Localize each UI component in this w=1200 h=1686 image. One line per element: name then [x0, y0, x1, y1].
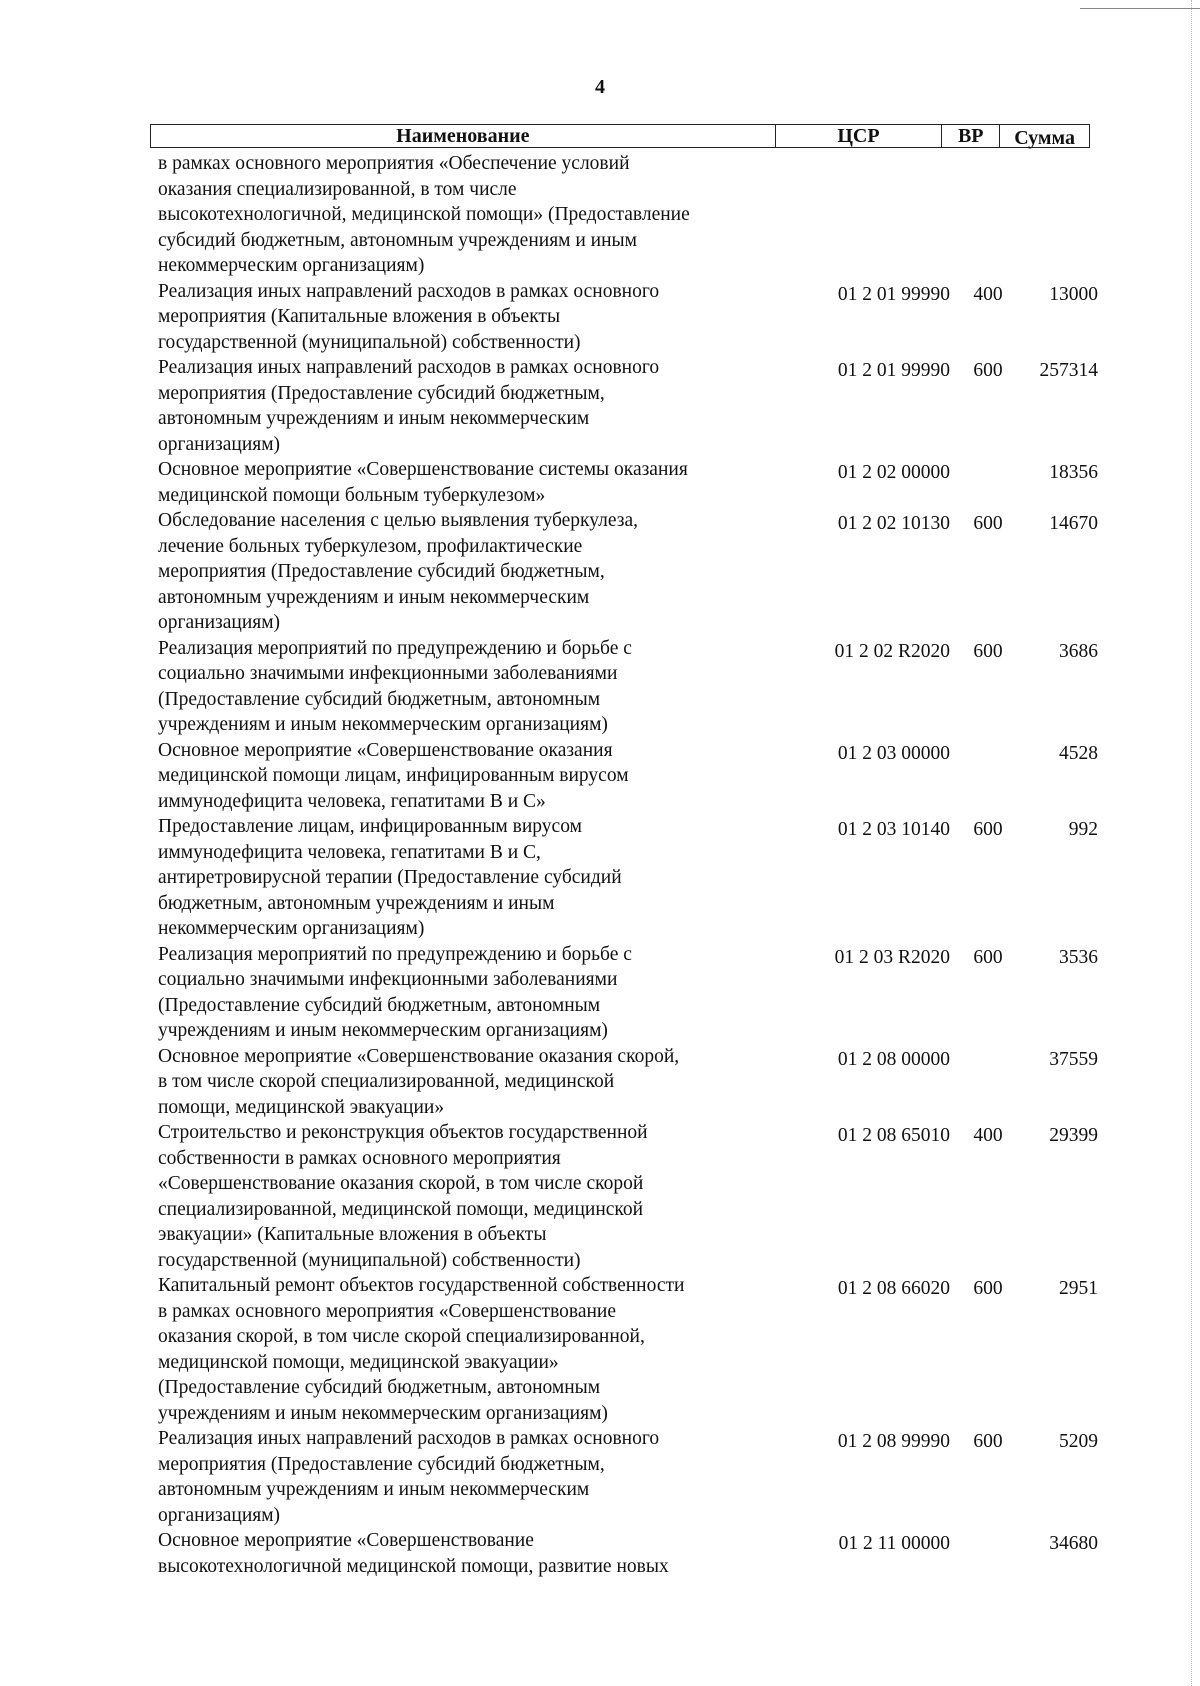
- row-csr: 01 2 08 65010: [837, 1125, 950, 1146]
- row-vr: [950, 1528, 1010, 1579]
- table-row: [158, 1426, 1108, 1528]
- row-sum: 257314: [1039, 360, 1098, 381]
- row-name: Основное мероприятие «Совершенствование оказания медицинской помощи лицам, инфицированным вирусом иммунодефицита человека, гепатитами В и С»: [158, 739, 629, 812]
- table-row: [158, 1120, 1108, 1273]
- table-row: [158, 814, 1108, 942]
- row-vr: 600: [973, 360, 1003, 381]
- row-sum: 3536: [1059, 946, 1098, 968]
- table-row: [158, 1044, 1108, 1121]
- row-vr: [950, 151, 1010, 279]
- row-vr: [950, 1044, 1010, 1121]
- row-vr: 600: [973, 1278, 1003, 1299]
- row-csr: 01 2 08 66020: [837, 1278, 950, 1299]
- row-vr: 600: [973, 946, 1003, 968]
- table-header: [150, 124, 1090, 148]
- row-csr: [778, 151, 950, 279]
- row-name: Реализация иных направлений расходов в рамках основного мероприятия (Предоставление субсидий бюджетным, автономным учреждениям и иным некоммерческим организациям): [158, 1428, 660, 1526]
- row-csr: 01 2 03 R2020: [834, 946, 950, 968]
- row-sum: 18356: [1049, 462, 1098, 483]
- table-row: [158, 355, 1108, 457]
- row-vr: 600: [973, 1431, 1003, 1452]
- header-sum: Сумма: [1014, 127, 1075, 149]
- row-csr: 01 2 02 00000: [837, 462, 950, 483]
- table-row: [158, 1528, 1108, 1579]
- row-name: Основное мероприятие «Совершенствование высокотехнологичной медицинской помощи, развитие новых: [158, 1530, 669, 1577]
- scan-mark: [1080, 8, 1200, 9]
- table-row: [158, 636, 1108, 738]
- row-sum: 29399: [1049, 1125, 1098, 1146]
- row-sum: 37559: [1049, 1048, 1098, 1070]
- row-vr: 600: [973, 819, 1003, 840]
- row-name: Капитальный ремонт объектов государственной собственности в рамках основного мероприятия «Совершенствование оказания скорой, в том числе скорой специализированной, медицинской помощи, медицинской эвакуации» (Предоставление субсидий бюджетным, автономным учреждениям и иным некоммерческим организациям): [158, 1275, 685, 1424]
- row-sum: 4528: [1059, 742, 1098, 764]
- row-name: Реализация иных направлений расходов в рамках основного мероприятия (Капитальные вложения в объекты государственной (муниципальной) собственности): [158, 280, 660, 353]
- table-row: [158, 1273, 1108, 1426]
- row-sum: 3686: [1059, 640, 1098, 662]
- row-csr: 01 2 08 99990: [837, 1431, 950, 1452]
- row-vr: 400: [973, 283, 1003, 305]
- row-sum: 5209: [1059, 1431, 1098, 1452]
- row-vr: 400: [973, 1125, 1003, 1146]
- row-name: Основное мероприятие «Совершенствование оказания скорой, в том числе скорой специализированной, медицинской помощи, медицинской эвакуации»: [158, 1045, 680, 1118]
- row-sum: 14670: [1049, 513, 1098, 534]
- row-sum: 13000: [1049, 283, 1098, 305]
- row-csr: 01 2 01 99990: [837, 360, 950, 381]
- page-number: 4: [595, 76, 605, 98]
- scan-edge: [1191, 0, 1200, 1686]
- row-vr: [950, 738, 1010, 815]
- row-csr: 01 2 02 R2020: [834, 640, 950, 662]
- row-csr: 01 2 08 00000: [837, 1048, 950, 1070]
- header-name: Наименование: [151, 125, 776, 147]
- table-row: [158, 457, 1108, 508]
- row-sum: 992: [1068, 819, 1098, 840]
- row-name: Основное мероприятие «Совершенствование системы оказания медицинской помощи больным туберкулезом»: [158, 459, 688, 506]
- row-name: Предоставление лицам, инфицированным вирусом иммунодефицита человека, гепатитами В и С, антиретровирусной терапии (Предоставление субсидий бюджетным, автономным учреждениям и иным некоммерческим организациям): [158, 816, 622, 939]
- row-csr: 01 2 01 99990: [837, 283, 950, 305]
- header-csr: ЦСР: [776, 125, 943, 147]
- row-name: Обследование населения с целью выявления туберкулеза, лечение больных туберкулезом, профилактические мероприятия (Предоставление субсидий бюджетным, автономным учреждениям и иным некоммерческим организациям): [158, 510, 638, 633]
- row-csr: 01 2 03 00000: [837, 742, 950, 764]
- table-row: [158, 942, 1108, 1044]
- budget-table: [158, 151, 1108, 1579]
- table-row: [158, 151, 1108, 279]
- row-name: Строительство и реконструкция объектов государственной собственности в рамках основного мероприятия «Совершенствование оказания скорой, в том числе скорой специализированной, медицинской помощи, медицинской эвакуации» (Капитальные вложения в объекты государственной (муниципальной) собственности): [158, 1122, 648, 1271]
- row-sum: 2951: [1059, 1278, 1098, 1299]
- table-row: [158, 279, 1108, 356]
- row-vr: 600: [973, 513, 1003, 534]
- row-name: Реализация иных направлений расходов в рамках основного мероприятия (Предоставление субсидий бюджетным, автономным учреждениям и иным некоммерческим организациям): [158, 357, 660, 455]
- row-name: Реализация мероприятий по предупреждению и борьбе с социально значимыми инфекционными заболеваниями (Предоставление субсидий бюджетным, автономным учреждениям и иным некоммерческим организациям): [158, 637, 632, 735]
- row-csr: 01 2 02 10130: [837, 513, 950, 534]
- row-csr: 01 2 03 10140: [837, 819, 950, 840]
- table-row: [158, 508, 1108, 636]
- table-row: [158, 738, 1108, 815]
- row-sum: 34680: [1049, 1533, 1098, 1554]
- row-sum: [1010, 151, 1098, 279]
- row-csr: 01 2 11 00000: [838, 1533, 950, 1554]
- row-name: Реализация мероприятий по предупреждению и борьбе с социально значимыми инфекционными заболеваниями (Предоставление субсидий бюджетным, автономным учреждениям и иным некоммерческим организациям): [158, 943, 632, 1041]
- row-vr: [950, 457, 1010, 508]
- row-vr: 600: [973, 640, 1003, 662]
- header-vr: ВР: [942, 125, 1000, 147]
- row-name: в рамках основного мероприятия «Обеспечение условий оказания специализированной, в том числе высокотехнологичной, медицинской помощи» (Предоставление субсидий бюджетным, автономным учреждениям и иным некоммерческим организациям): [158, 153, 690, 276]
